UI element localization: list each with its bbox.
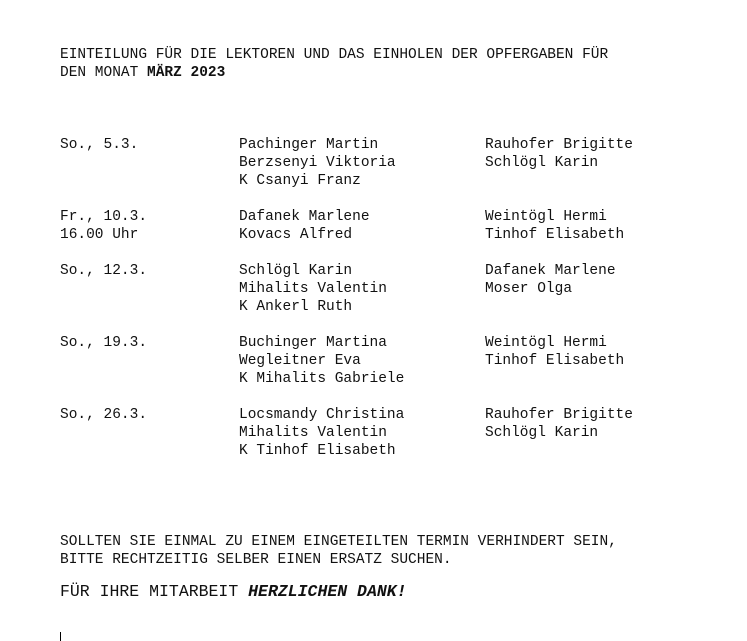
- entry-date: Fr., 10.3.: [60, 209, 148, 225]
- footer-notice: [60, 533, 720, 569]
- entry-lector: Pachinger Martin: [239, 137, 379, 153]
- thanks-prefix: FÜR IHRE MITARBEIT: [60, 582, 249, 601]
- entry-gift-collector: Tinhof Elisabeth: [485, 227, 625, 243]
- footer-line-2: BITTE RECHTZEITIG SELBER EINEN ERSATZ SUCHEN.: [60, 552, 452, 568]
- entry-date-column: [60, 208, 147, 244]
- entry-lector-column: [239, 262, 387, 316]
- entry-lector: Mihalits Valentin: [239, 425, 387, 441]
- entry-date: 16.00 Uhr: [60, 227, 139, 243]
- entry-lector: Locsmandy Christina: [239, 407, 405, 423]
- entry-lector: Schlögl Karin: [239, 263, 353, 279]
- schedule-entry: [60, 136, 700, 190]
- entry-gift-collector: Weintögl Hermi: [485, 335, 607, 351]
- thanks-emphasis: HERZLICHEN DANK!: [248, 582, 407, 601]
- entry-lector-column: [239, 406, 404, 460]
- entry-gift-collector: Tinhof Elisabeth: [485, 353, 625, 369]
- schedule-entry: [60, 208, 700, 244]
- entry-gift-collector: Rauhofer Brigitte: [485, 407, 633, 423]
- entry-date-column: [60, 334, 147, 352]
- entry-lector-column: [239, 136, 396, 190]
- entry-lector-column: [239, 334, 404, 388]
- entry-lector: Dafanek Marlene: [239, 209, 370, 225]
- entry-lector: Mihalits Valentin: [239, 281, 387, 297]
- entry-date: So., 19.3.: [60, 335, 148, 351]
- entry-lector: Kovacs Alfred: [239, 227, 353, 243]
- entry-gift-collector-column: [485, 334, 624, 370]
- entry-date: So., 12.3.: [60, 263, 148, 279]
- thanks-line: [60, 582, 407, 602]
- entry-date: So., 26.3.: [60, 407, 148, 423]
- entry-date: So., 5.3.: [60, 137, 139, 153]
- schedule-entry: [60, 334, 700, 388]
- text-cursor: [60, 632, 61, 641]
- footer-line-1: SOLLTEN SIE EINMAL ZU EINEM EINGETEILTEN TERMIN VERHINDERT SEIN,: [60, 534, 617, 550]
- heading-line-2: [60, 64, 700, 82]
- entry-lector: K Tinhof Elisabeth: [239, 443, 396, 459]
- entry-lector-column: [239, 208, 370, 244]
- heading-line-1: EINTEILUNG FÜR DIE LEKTOREN UND DAS EINHOLEN DER OPFERGABEN FÜR: [60, 47, 609, 63]
- entry-gift-collector: Schlögl Karin: [485, 155, 599, 171]
- entry-lector: Buchinger Martina: [239, 335, 387, 351]
- entry-lector: Berzsenyi Viktoria: [239, 155, 396, 171]
- entry-lector: K Csanyi Franz: [239, 173, 361, 189]
- entry-gift-collector-column: [485, 136, 633, 172]
- entry-gift-collector: Dafanek Marlene: [485, 263, 616, 279]
- entry-gift-collector-column: [485, 406, 633, 442]
- document-heading: [60, 46, 700, 82]
- entry-date-column: [60, 262, 147, 280]
- entry-gift-collector: Weintögl Hermi: [485, 209, 607, 225]
- heading-month: MÄRZ 2023: [147, 65, 226, 81]
- heading-month-prefix: DEN MONAT: [60, 65, 148, 81]
- schedule-entry: [60, 406, 700, 460]
- schedule-table: [60, 136, 700, 478]
- schedule-entry: [60, 262, 700, 316]
- entry-date-column: [60, 406, 147, 424]
- entry-date-column: [60, 136, 138, 154]
- entry-gift-collector: Schlögl Karin: [485, 425, 599, 441]
- entry-gift-collector: Rauhofer Brigitte: [485, 137, 633, 153]
- entry-gift-collector: Moser Olga: [485, 281, 573, 297]
- entry-lector: K Ankerl Ruth: [239, 299, 353, 315]
- entry-gift-collector-column: [485, 262, 616, 298]
- entry-lector: K Mihalits Gabriele: [239, 371, 405, 387]
- entry-lector: Wegleitner Eva: [239, 353, 361, 369]
- entry-gift-collector-column: [485, 208, 624, 244]
